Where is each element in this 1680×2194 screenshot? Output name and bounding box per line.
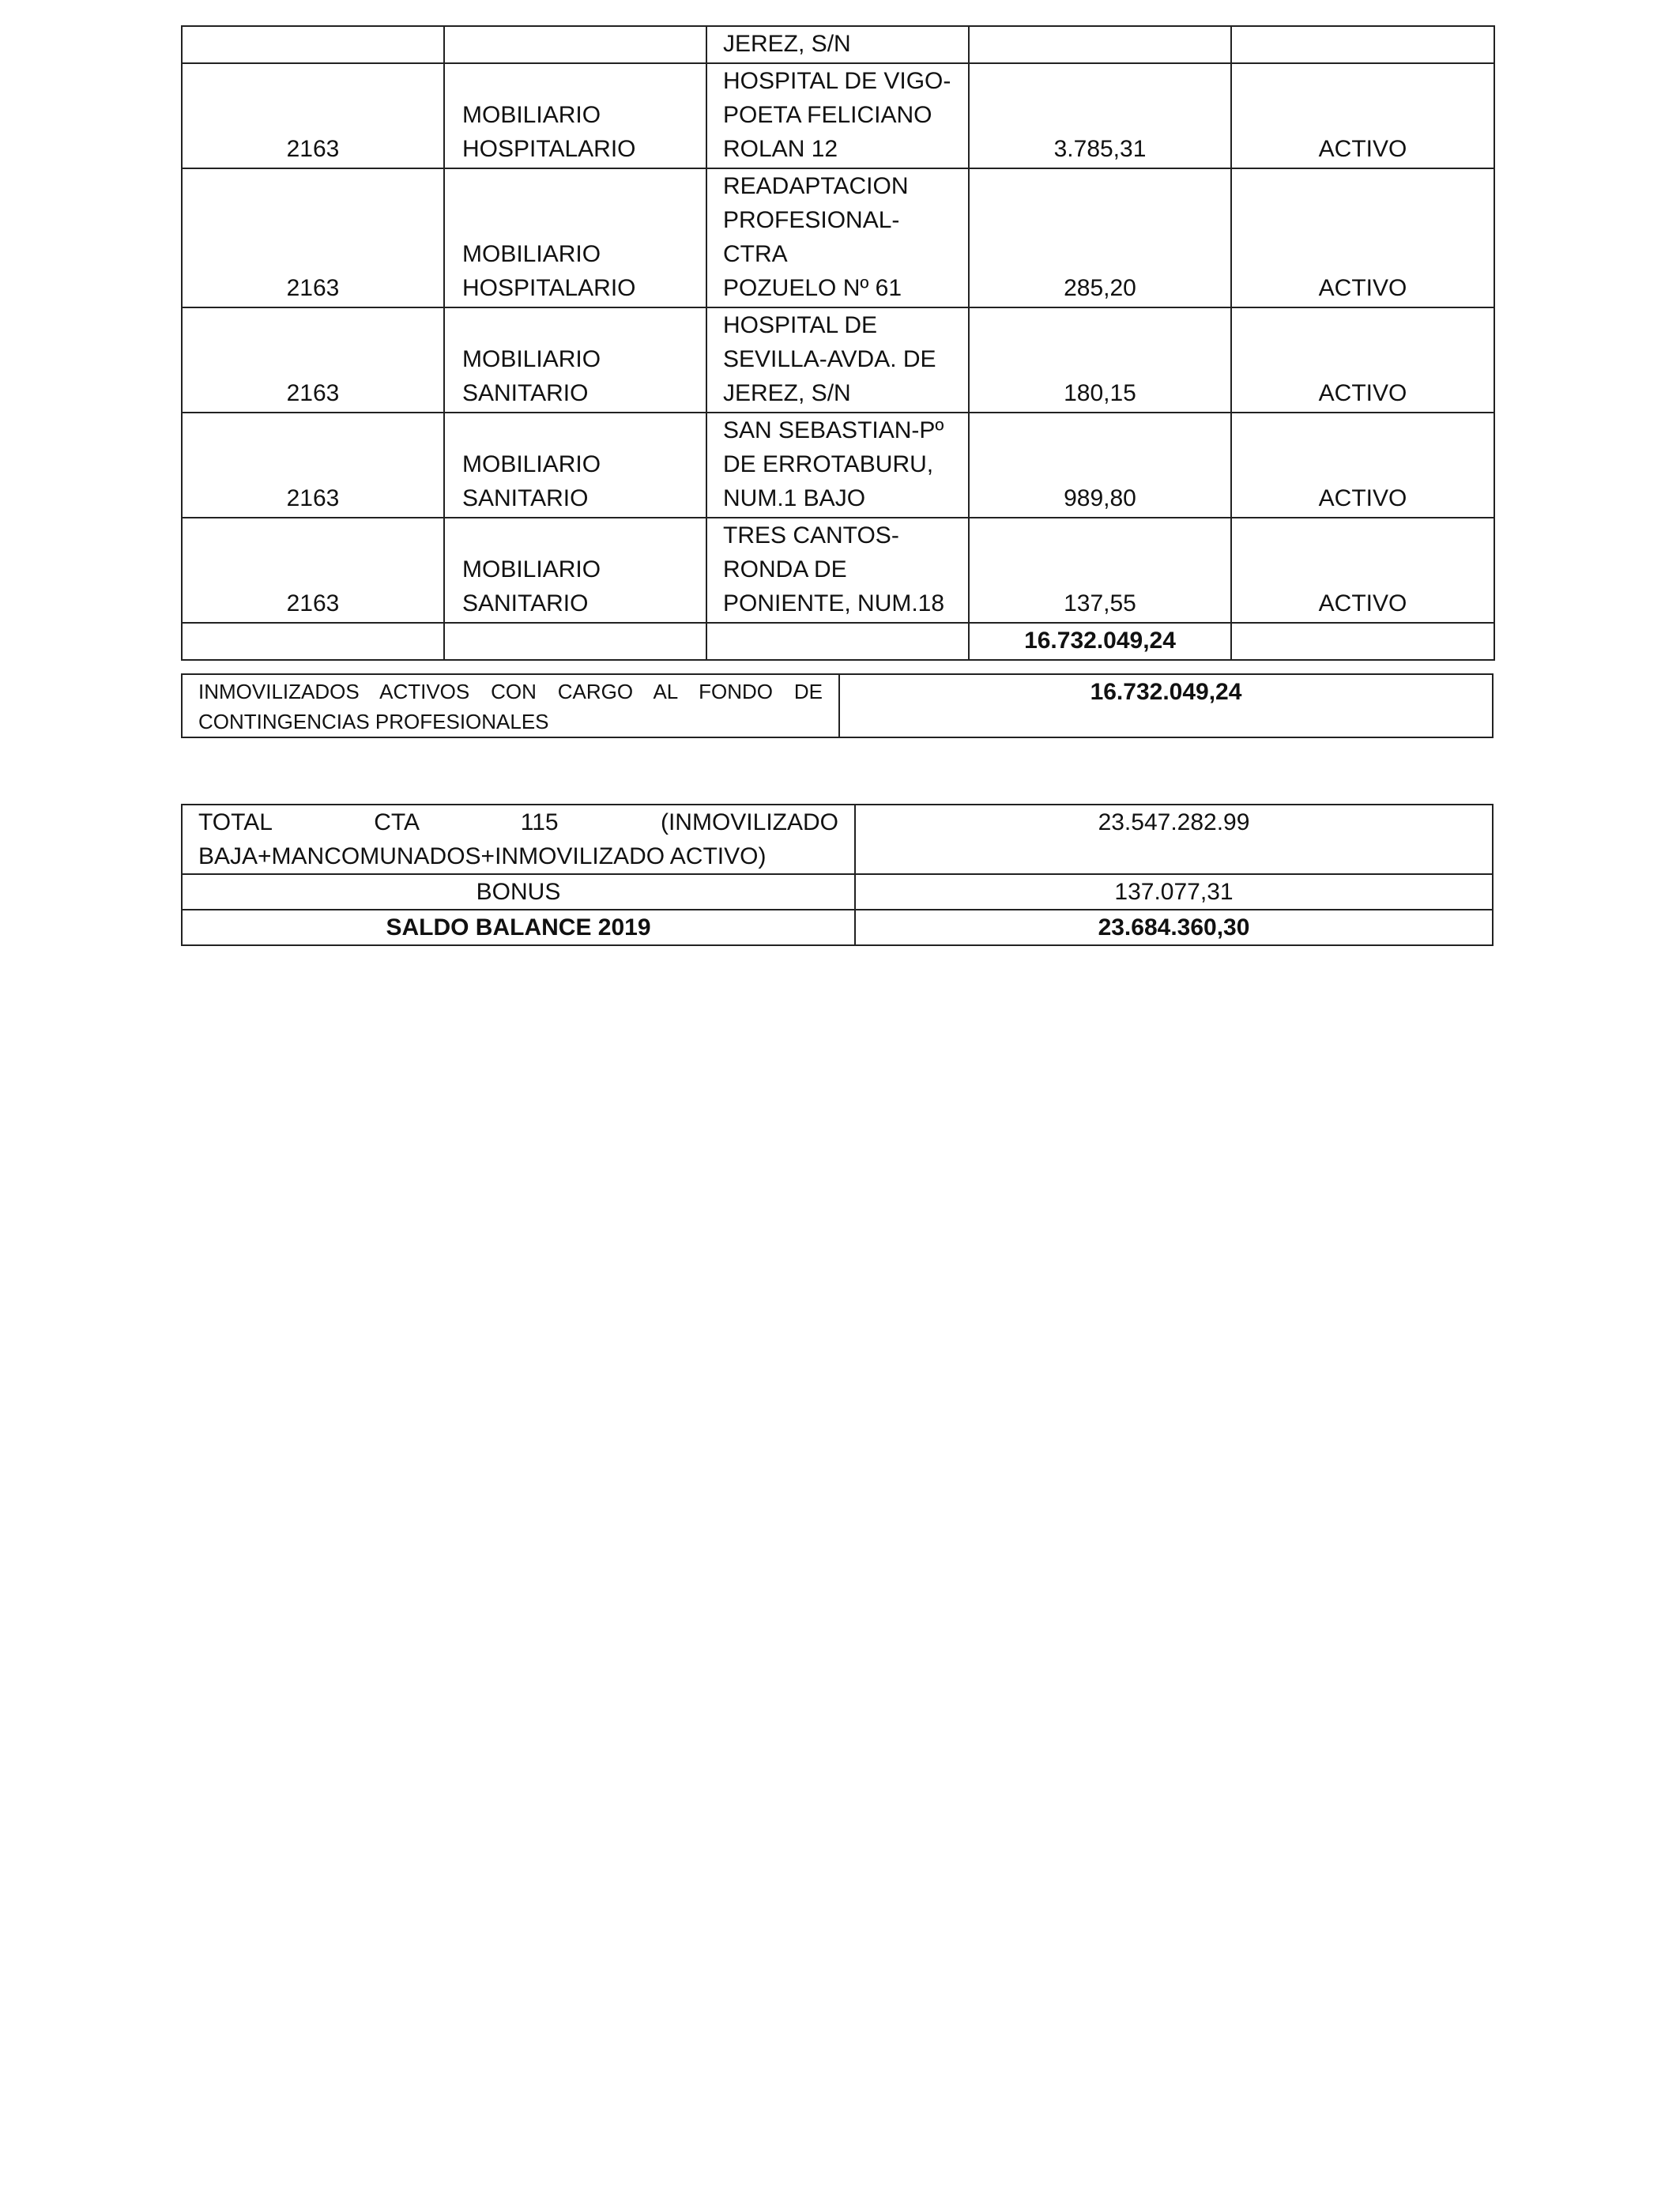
code-cell: 2163: [182, 413, 444, 518]
amount-cell: 180,15: [969, 307, 1231, 413]
summary-table: [181, 673, 1494, 738]
table-row: [182, 63, 1494, 168]
bonus-value: 137.077,31: [855, 874, 1493, 910]
saldo-row: [182, 910, 1493, 945]
table-row: [182, 168, 1494, 307]
description-cell: MOBILIARIO HOSPITALARIO: [444, 168, 706, 307]
table-row: [182, 26, 1494, 63]
code-cell: 2163: [182, 518, 444, 623]
total-cta-label: [182, 805, 855, 874]
address-cell: READAPTACION PROFESIONAL-CTRA POZUELO Nº 61: [706, 168, 969, 307]
status-cell: ACTIVO: [1231, 413, 1494, 518]
description-cell: MOBILIARIO SANITARIO: [444, 518, 706, 623]
address-cell: TRES CANTOS- RONDA DE PONIENTE, NUM.18: [706, 518, 969, 623]
empty-cell: [706, 623, 969, 660]
table-row: [182, 307, 1494, 413]
code-cell: 2163: [182, 63, 444, 168]
table-row: [182, 518, 1494, 623]
total-row: [182, 623, 1494, 660]
inventory-body: [182, 26, 1494, 660]
bonus-label: BONUS: [182, 874, 855, 910]
total-cta-label-line1: TOTAL CTA 115 (INMOVILIZADO: [198, 809, 838, 835]
code-cell: [182, 26, 444, 63]
address-cell: HOSPITAL DE SEVILLA-AVDA. DE JEREZ, S/N: [706, 307, 969, 413]
saldo-value: 23.684.360,30: [855, 910, 1493, 945]
address-cell: SAN SEBASTIAN-Pº DE ERROTABURU, NUM.1 BAJO: [706, 413, 969, 518]
amount-cell: 285,20: [969, 168, 1231, 307]
total-cta-value: 23.547.282.99: [855, 805, 1493, 874]
amount-cell: 137,55: [969, 518, 1231, 623]
status-cell: ACTIVO: [1231, 518, 1494, 623]
summary-label: INMOVILIZADOS ACTIVOS CON CARGO AL FONDO DE CONTINGENCIAS PROFESIONALES: [182, 674, 839, 737]
description-cell: [444, 26, 706, 63]
amount-cell: [969, 26, 1231, 63]
amount-cell: 989,80: [969, 413, 1231, 518]
description-cell: MOBILIARIO SANITARIO: [444, 307, 706, 413]
summary-row: [182, 674, 1493, 737]
description-cell: MOBILIARIO HOSPITALARIO: [444, 63, 706, 168]
description-cell: MOBILIARIO SANITARIO: [444, 413, 706, 518]
amount-cell: 3.785,31: [969, 63, 1231, 168]
saldo-label: SALDO BALANCE 2019: [182, 910, 855, 945]
empty-cell: [444, 623, 706, 660]
empty-cell: [1231, 623, 1494, 660]
status-cell: ACTIVO: [1231, 307, 1494, 413]
empty-cell: [182, 623, 444, 660]
code-cell: 2163: [182, 307, 444, 413]
address-cell: JEREZ, S/N: [706, 26, 969, 63]
status-cell: ACTIVO: [1231, 168, 1494, 307]
code-cell: 2163: [182, 168, 444, 307]
total-cta-label-line2: BAJA+MANCOMUNADOS+INMOVILIZADO ACTIVO): [198, 843, 767, 869]
inventory-table: [181, 25, 1495, 661]
total-cta-row: [182, 805, 1493, 874]
status-cell: [1231, 26, 1494, 63]
balance-table: [181, 804, 1494, 946]
table-row: [182, 413, 1494, 518]
address-cell: HOSPITAL DE VIGO- POETA FELICIANO ROLAN 12: [706, 63, 969, 168]
status-cell: ACTIVO: [1231, 63, 1494, 168]
bonus-row: [182, 874, 1493, 910]
total-amount-cell: 16.732.049,24: [969, 623, 1231, 660]
summary-value: 16.732.049,24: [839, 674, 1493, 737]
